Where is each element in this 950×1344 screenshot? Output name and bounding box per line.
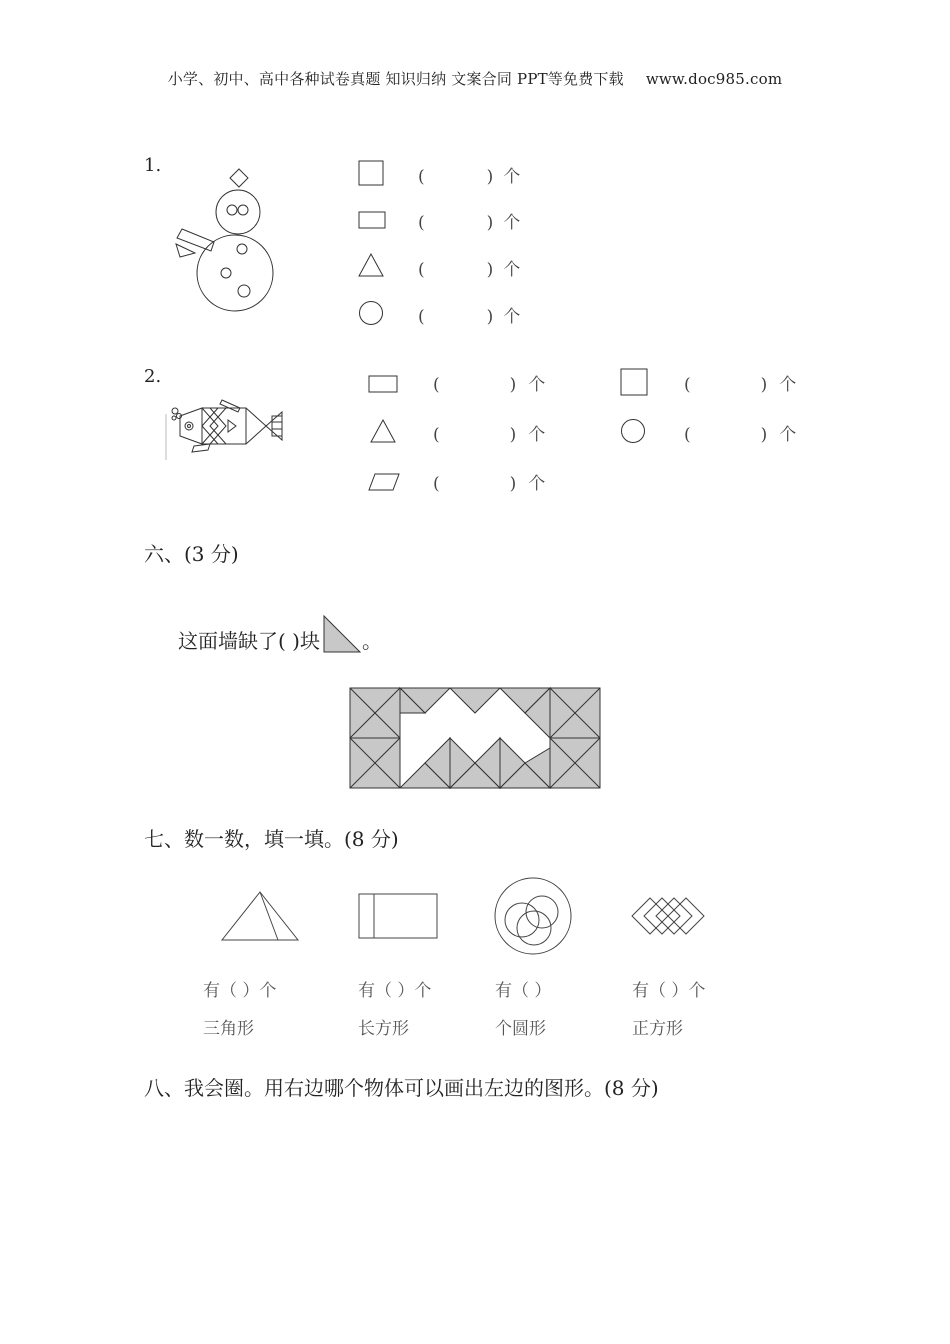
- parallelogram-icon: [368, 473, 400, 491]
- wall-tile-figure: [350, 688, 600, 788]
- q2-answer-triangle: ( ) 个: [433, 425, 546, 445]
- circle-count-label: 有（ ）: [495, 981, 552, 1001]
- page-header: [0, 68, 950, 89]
- snowman-body-circle: [197, 235, 273, 311]
- q1-answer-square: ( ) 个: [418, 167, 521, 187]
- section-6-title: 六、(3 分): [144, 542, 239, 566]
- gray-triangle-tile-icon: [322, 614, 362, 654]
- triangle-icon: [370, 419, 396, 443]
- fish-small-triangle: [228, 420, 236, 432]
- rectangle-count-label: 有（ ）个: [358, 981, 432, 1001]
- square-count-unit: 正方形: [632, 1019, 683, 1039]
- q2-row-triangle: [370, 419, 396, 447]
- triangles-figure: [220, 890, 302, 942]
- q2-answer-square: ( ) 个: [684, 375, 797, 395]
- rectangles-figure: [357, 892, 439, 940]
- section-8-title: 八、我会圈。用右边哪个物体可以画出左边的图形。(8 分): [144, 1076, 659, 1100]
- circle-count-unit: 个圆形: [495, 1019, 546, 1039]
- q1-answer-rectangle: ( ) 个: [418, 213, 521, 233]
- snowman-arm-triangle: [176, 244, 195, 257]
- square-icon: [620, 368, 648, 396]
- question-1-number: 1.: [144, 155, 162, 176]
- q2-answer-rectangle: ( ) 个: [433, 375, 546, 395]
- q1-row-triangle: [358, 253, 384, 281]
- snowman-hat-square: [230, 169, 248, 187]
- triangle-count-unit: 三角形: [203, 1019, 254, 1039]
- fish-top-fin: [220, 400, 240, 412]
- circles-figure: [490, 876, 576, 956]
- q1-row-square: [358, 160, 384, 190]
- q2-row-rectangle: [368, 375, 398, 397]
- q2-answer-parallelogram: ( ) 个: [433, 474, 546, 494]
- q1-row-rectangle: [358, 211, 386, 233]
- q1-answer-circle: ( ) 个: [418, 307, 521, 327]
- section-7-title: 七、数一数，填一填。(8 分): [144, 827, 399, 851]
- q2-row-parallelogram: [368, 473, 400, 495]
- section-6-question: 这面墙缺了( )块 。: [178, 614, 382, 654]
- fish-figure: [164, 402, 289, 462]
- square-count-label: 有（ ）个: [632, 981, 706, 1001]
- squares-figure: [630, 896, 712, 936]
- circle-icon: [620, 418, 646, 444]
- q1-answer-triangle: ( ) 个: [418, 260, 521, 280]
- q2-answer-circle: ( ) 个: [684, 425, 797, 445]
- snowman-arm-rectangle: [177, 229, 214, 251]
- question-2-number: 2.: [144, 366, 162, 387]
- rectangle-count-unit: 长方形: [358, 1019, 409, 1039]
- q2-row-square: [620, 368, 648, 400]
- fish-body-rectangle: [202, 408, 246, 444]
- rectangle-icon: [358, 211, 386, 229]
- header-url: www.doc985.com: [645, 70, 783, 88]
- header-title: 小学、初中、高中各种试卷真题 知识归纳 文案合同 PPT等免费下载: [167, 70, 624, 88]
- square-icon: [358, 160, 384, 186]
- q1-row-circle: [358, 300, 384, 330]
- triangle-count-label: 有（ ）个: [203, 981, 277, 1001]
- snowman-figure: [160, 165, 290, 325]
- fish-bottom-fin: [192, 444, 210, 452]
- triangle-icon: [358, 253, 384, 277]
- rectangle-icon: [368, 375, 398, 393]
- circle-icon: [358, 300, 384, 326]
- q2-row-circle: [620, 418, 646, 448]
